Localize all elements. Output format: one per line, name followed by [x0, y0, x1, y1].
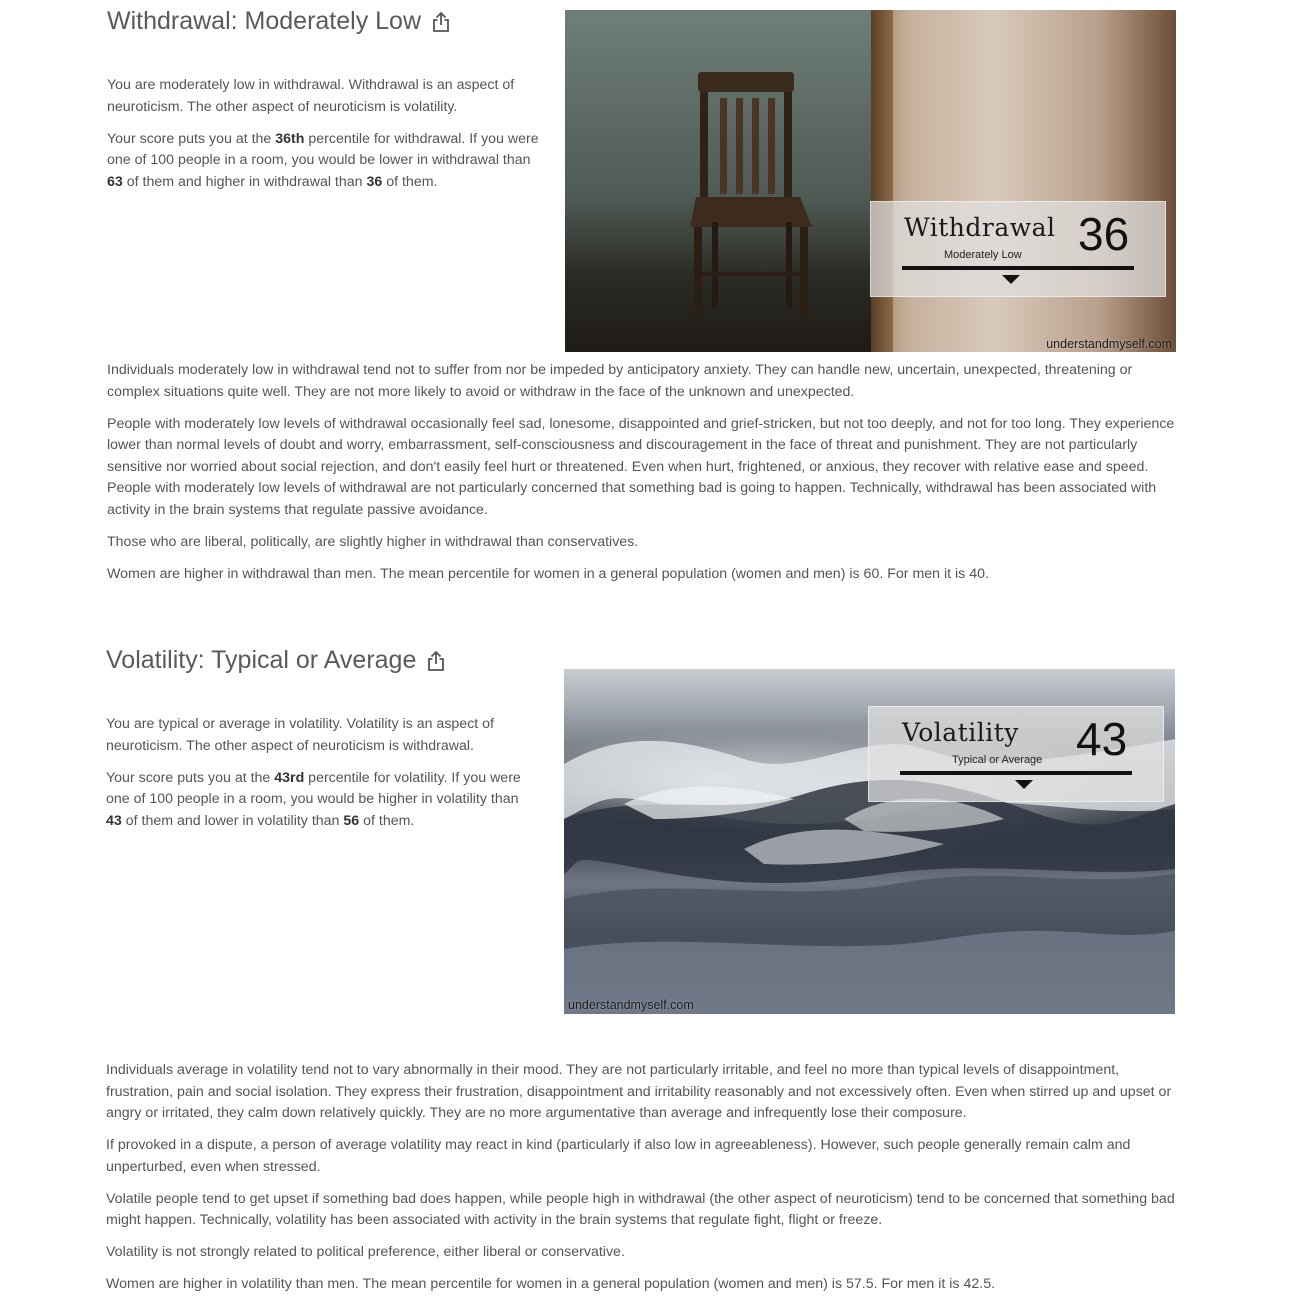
volatility-higher-count: 43	[106, 812, 122, 829]
volatility-lower-count: 56	[343, 812, 360, 829]
withdrawal-body-p4: Women are higher in withdrawal than men. The mean percentile for women in a general population (women and men) is 60. For men it is 40.	[107, 565, 989, 582]
volatility-percentile: 43rd	[274, 769, 305, 786]
share-icon[interactable]	[431, 11, 451, 33]
withdrawal-body-p1: Individuals moderately low in withdrawal tend not to suffer from nor be impeded by anticipatory anxiety. They can handle new, uncertain, unexpected, threatening or complex situations quite well. They are not more likely to avoid or withdraw in the face of the unknown and unexpected.	[107, 362, 1133, 400]
volatility-score-bar	[900, 771, 1132, 775]
withdrawal-intro-p1: You are moderately low in withdrawal. Withdrawal is an aspect of neuroticism. The other aspect of neuroticism is volatility.	[107, 77, 515, 115]
volatility-score-card	[868, 706, 1164, 802]
withdrawal-higher-count: 36	[366, 173, 383, 190]
withdrawal-percentile: 36th	[275, 130, 305, 147]
withdrawal-title: Withdrawal: Moderately Low	[107, 7, 422, 35]
volatility-image	[564, 669, 1175, 1014]
withdrawal-intro-p2: Your score puts you at the 36th percentile for withdrawal. If you were one of 100 people in a room, you would be lower in withdrawal than 63 of them and higher in withdrawal than 36 of them.	[107, 130, 539, 190]
volatility-level: Typical or Average	[952, 754, 1043, 766]
blurred-doorframe	[871, 10, 1176, 352]
withdrawal-score-marker	[1002, 275, 1020, 284]
volatility-trait-name: Volatility	[902, 718, 1019, 747]
volatility-body-p5: Women are higher in volatility than men. The mean percentile for women in a general population (women and men) is 57.5. For men it is 42.5.	[106, 1276, 996, 1292]
withdrawal-score-bar	[902, 266, 1134, 270]
volatility-intro-p1: You are typical or average in volatility. Volatility is an aspect of neuroticism. The other aspect of neuroticism is withdrawal.	[106, 716, 494, 754]
withdrawal-body-p3: Those who are liberal, politically, are slightly higher in withdrawal than conservatives.	[107, 533, 639, 550]
withdrawal-body	[107, 360, 1182, 596]
withdrawal-score: 36	[1078, 208, 1130, 260]
withdrawal-lower-count: 63	[107, 173, 123, 190]
volatility-section	[0, 640, 1300, 1300]
volatility-body-p1: Individuals average in volatility tend not to vary abnormally in their mood. They are not particularly irritable, and feel no more than typical levels of disappointment, frustration, pain and social isolation. They express their frustration, disappointment and irritability reasonably and not excessively often. Even when stirred up and upset or angry or irritated, they calm down relatively quickly. They are no more argumentative than average and infrequently lose their composure.	[106, 1062, 1172, 1121]
volatility-score-marker	[1015, 780, 1033, 789]
withdrawal-trait-name: Withdrawal	[904, 213, 1056, 242]
volatility-heading	[106, 646, 446, 675]
volatility-body-p2: If provoked in a dispute, a person of average volatility may react in kind (particularly if also low in agreeableness). However, such people generally remain calm and unperturbed, even when stressed.	[106, 1137, 1131, 1175]
volatility-title: Volatility: Typical or Average	[106, 646, 417, 674]
withdrawal-level: Moderately Low	[944, 249, 1022, 261]
withdrawal-heading	[107, 7, 451, 36]
withdrawal-score-card	[870, 201, 1166, 297]
volatility-intro	[106, 714, 526, 843]
withdrawal-watermark: understandmyself.com	[1046, 337, 1172, 351]
volatility-body-p3: Volatile people tend to get upset if something bad does happen, while people high in withdrawal (the other aspect of neuroticism) tend to be concerned that something bad might happen. Technically, volatility has been associated with activity in the brain systems that regulate fight, flight or freeze.	[106, 1190, 1175, 1228]
volatility-watermark: understandmyself.com	[568, 998, 694, 1012]
volatility-body	[106, 1060, 1181, 1306]
withdrawal-image	[565, 10, 1176, 352]
withdrawal-section	[0, 0, 1300, 620]
volatility-score: 43	[1076, 713, 1128, 765]
chair-illustration	[690, 72, 815, 322]
volatility-body-p4: Volatility is not strongly related to political preference, either liberal or conservative.	[106, 1244, 625, 1260]
volatility-intro-p2: Your score puts you at the 43rd percentile for volatility. If you were one of 100 people in a room, you would be higher in volatility than 43 of them and lower in volatility than 56 of them.	[106, 769, 521, 829]
share-icon[interactable]	[426, 650, 446, 672]
withdrawal-body-p2: People with moderately low levels of withdrawal occasionally feel sad, lonesome, disappointed and grief-stricken, but not too deeply, and not for too long. They experience lower than normal levels of doubt and worry, embarrassment, self-consciousness and discouragement in the face of threat and punishment. They are not particularly sensitive nor worried about social rejection, and don't easily feel hurt or threatened. Even when hurt, frightened, or anxious, they recover with relative ease and speed. People with moderately low levels of withdrawal are not particularly concerned that something bad is going to happen. Technically, withdrawal has been associated with activity in the brain systems that regulate passive avoidance.	[107, 415, 1175, 518]
withdrawal-intro	[107, 75, 539, 204]
